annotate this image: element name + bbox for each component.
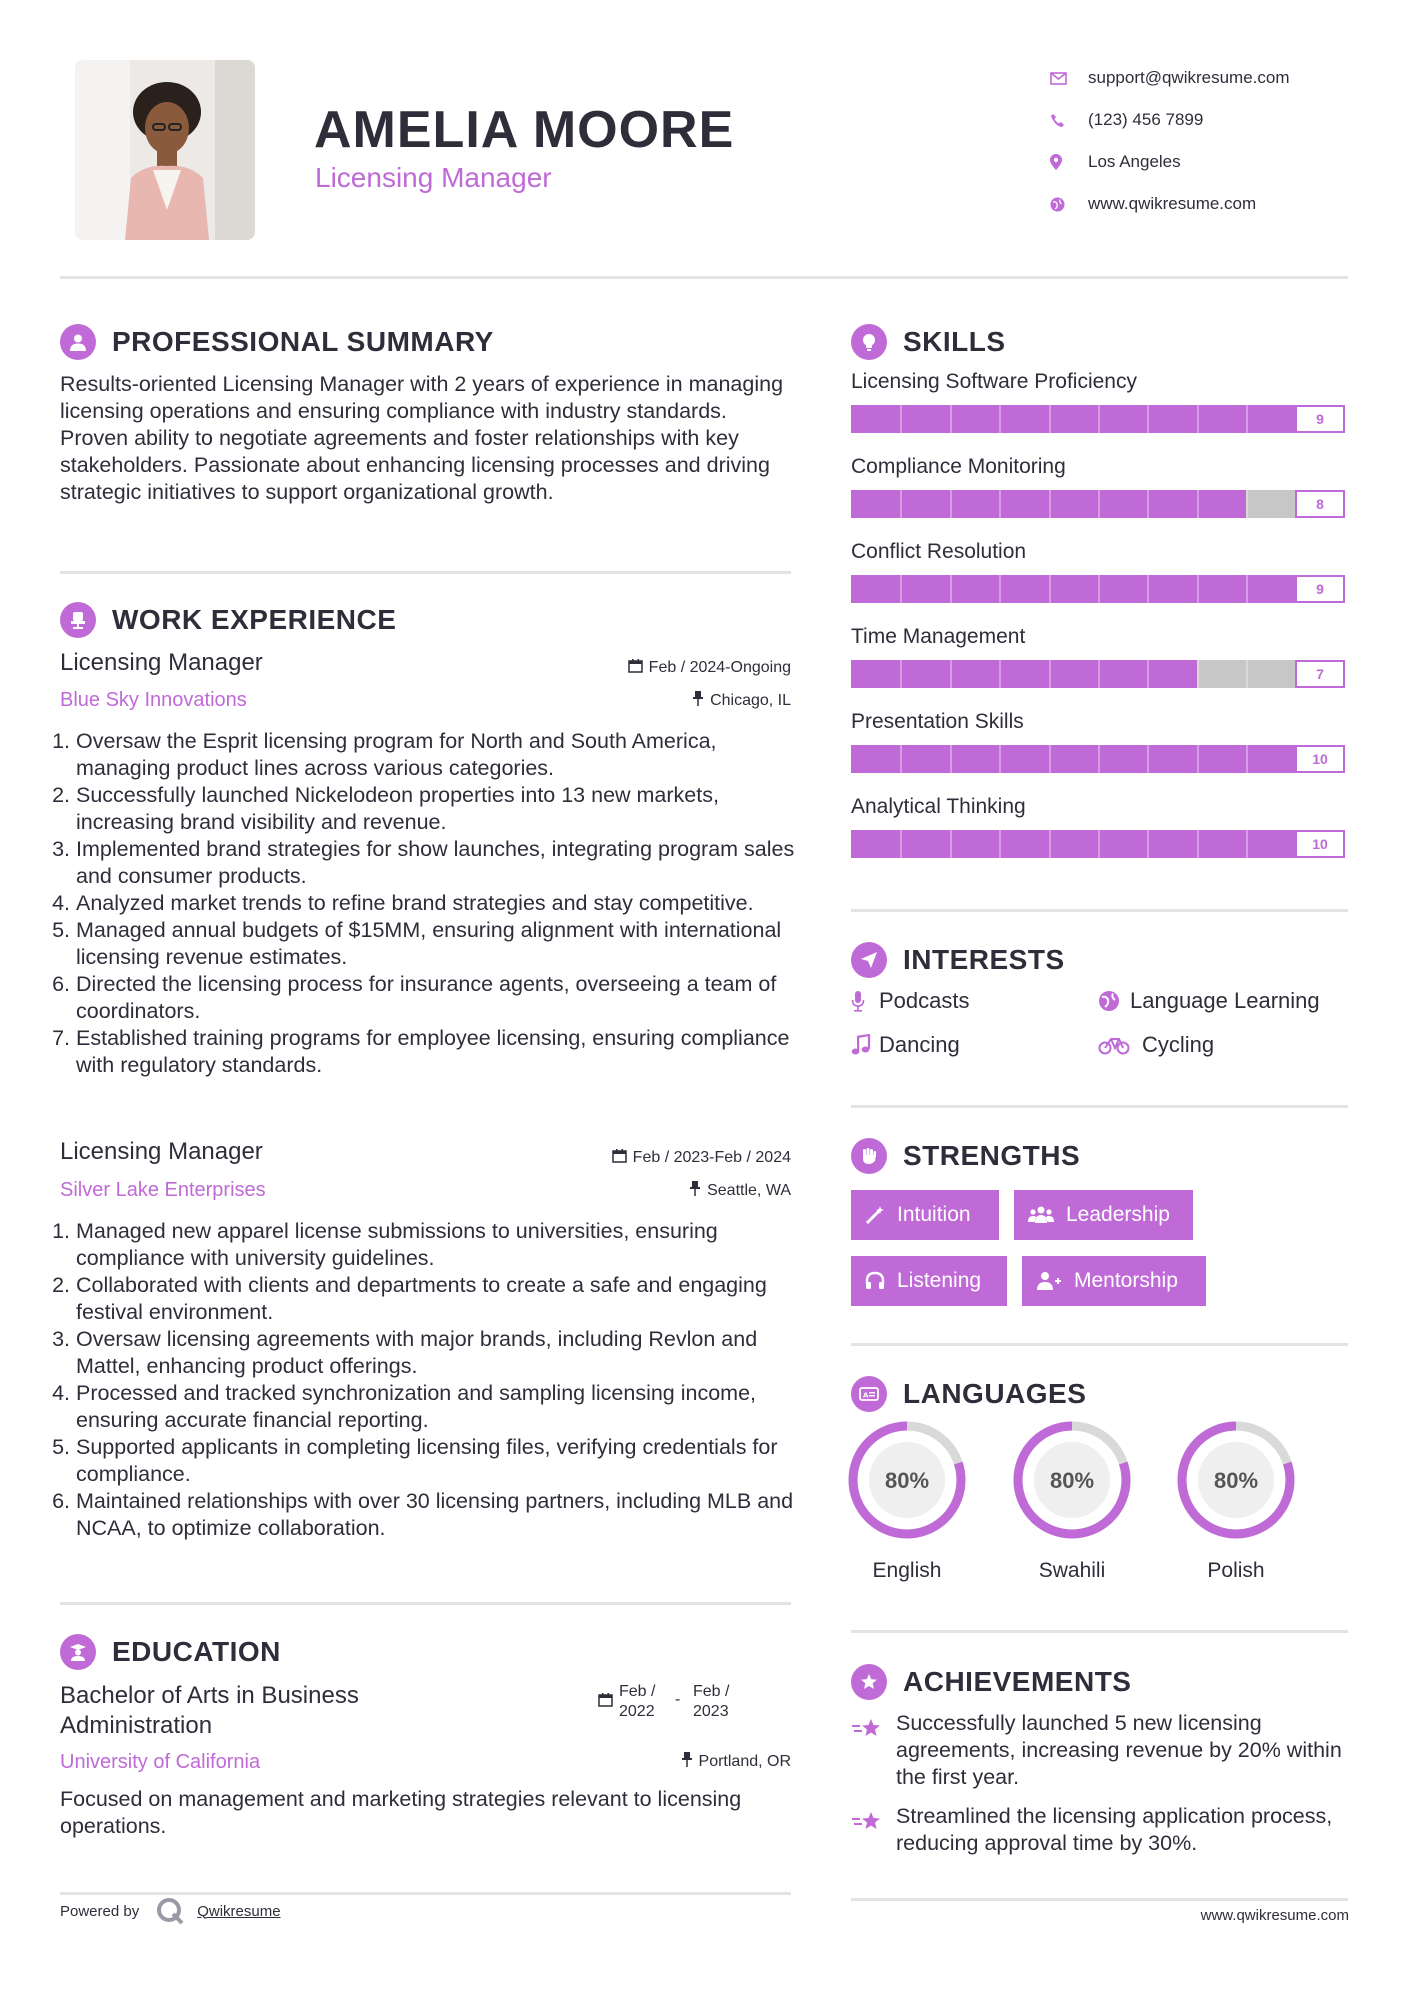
location-text: Los Angeles	[1088, 152, 1181, 171]
globe-icon	[1050, 197, 1088, 212]
job-2-company: Silver Lake Enterprises	[60, 1179, 266, 1201]
shooting-star-icon	[851, 1803, 896, 1857]
users-icon	[1028, 1205, 1054, 1225]
achievements-title: ACHIEVEMENTS	[903, 1666, 1132, 1697]
job-1-company: Blue Sky Innovations	[60, 689, 247, 711]
skill-bar	[851, 830, 1345, 858]
education-location	[681, 1752, 791, 1772]
education-heading	[60, 1634, 281, 1670]
skill-bar	[851, 575, 1345, 603]
skill-bar-segment	[900, 405, 902, 433]
skill-bar-segment	[1197, 405, 1199, 433]
list-item: 3. Implemented brand strategies for show launches, integrating program sales and consumer products.	[76, 836, 816, 890]
website-text: www.qwikresume.com	[1088, 194, 1257, 213]
summary-title: PROFESSIONAL SUMMARY	[112, 326, 494, 357]
interest-dancing	[851, 1032, 960, 1058]
education-date-start: Feb / 2022	[619, 1683, 656, 1720]
skill-bar-segment	[1246, 405, 1248, 433]
skill-level-badge: 9	[1295, 575, 1345, 603]
paper-plane-icon	[851, 942, 887, 978]
footer-powered-by	[60, 1896, 281, 1926]
skill-bar-segment	[1246, 830, 1248, 858]
skill-bar-segment	[1098, 490, 1100, 518]
skill-bar-segment	[1197, 745, 1199, 773]
skill-label: Compliance Monitoring	[851, 455, 1066, 478]
job-2-title: Licensing Manager	[60, 1138, 263, 1165]
microphone-icon	[851, 990, 879, 1012]
skill-bar-segment	[1147, 745, 1149, 773]
envelope-icon	[1050, 72, 1088, 85]
achievements-divider	[851, 1898, 1348, 1901]
interests-divider	[851, 1105, 1348, 1108]
languages-heading	[851, 1376, 1086, 1412]
list-item: 6. Maintained relationships with over 30 licensing partners, including MLB and NCAA, to optimize collaboration.	[76, 1488, 816, 1542]
strength-label: Listening	[897, 1269, 982, 1292]
list-item: 4. Analyzed market trends to refine brand strategies and stay competitive.	[76, 890, 816, 917]
skill-bar	[851, 660, 1345, 688]
skill-bar-segment	[1147, 830, 1149, 858]
interests-heading	[851, 942, 1065, 978]
profile-photo	[75, 60, 255, 240]
skill-bar-fill	[851, 660, 1197, 688]
bicycle-icon	[1098, 1035, 1142, 1055]
interest-label: Language Learning	[1130, 988, 1320, 1013]
star-badge-icon	[851, 1664, 887, 1700]
magic-wand-icon	[865, 1205, 885, 1225]
skill-level-badge: 9	[1295, 405, 1345, 433]
skill-bar-segment	[1197, 830, 1199, 858]
calendar-icon	[598, 1682, 613, 1712]
shooting-star-icon	[851, 1710, 896, 1791]
powered-by-text: Powered by	[60, 1902, 140, 1920]
list-item: 1. Oversaw the Esprit licensing program for North and South America, managing product lines across various categories.	[76, 728, 816, 782]
language-percent: 80%	[1213, 1468, 1259, 1493]
strength-label: Mentorship	[1074, 1269, 1178, 1292]
skill-level-badge: 8	[1295, 490, 1345, 518]
language-item	[1174, 1418, 1298, 1583]
list-item: 5. Supported applicants in completing licensing files, verifying credentials for compliance.	[76, 1434, 816, 1488]
skill-bar-segment	[950, 745, 952, 773]
education-location-text: Portland, OR	[698, 1753, 791, 1770]
strength-label: Leadership	[1066, 1203, 1170, 1226]
skill-bar-segment	[1197, 490, 1199, 518]
calendar-icon	[628, 658, 643, 678]
map-pin-icon	[1050, 154, 1088, 170]
job-2-location-text: Seattle, WA	[707, 1182, 791, 1199]
skill-bar-segment	[950, 405, 952, 433]
skill-bar-fill	[851, 575, 1296, 603]
music-note-icon	[851, 1034, 879, 1056]
skill-bar-segment	[950, 490, 952, 518]
skill-bar-segment	[999, 830, 1001, 858]
skill-bar-segment	[950, 575, 952, 603]
skill-bar-segment	[999, 575, 1001, 603]
achievement-text: Successfully launched 5 new licensing agreements, increasing revenue by 20% within the first year.	[896, 1711, 1342, 1789]
skill-bar-segment	[1246, 745, 1248, 773]
summary-heading	[60, 324, 494, 360]
job-2-date-text: Feb / 2023-Feb / 2024	[632, 1149, 791, 1166]
job-2-location	[689, 1181, 791, 1201]
skill-bar-segment	[1049, 490, 1051, 518]
email-text: support@qwikresume.com	[1088, 68, 1290, 87]
candidate-name: AMELIA MOORE	[314, 101, 735, 159]
user-icon	[60, 324, 96, 360]
language-label: Polish	[1207, 1559, 1265, 1582]
graduate-icon	[60, 1634, 96, 1670]
phone-icon	[1050, 113, 1088, 128]
globe-icon	[1098, 990, 1126, 1012]
skill-bar-segment	[1098, 405, 1100, 433]
strength-mentorship	[1022, 1256, 1206, 1306]
list-item: 5. Managed annual budgets of $15MM, ensuring alignment with international licensing revenue estimates.	[76, 917, 816, 971]
education-title: EDUCATION	[112, 1636, 281, 1667]
language-item	[1010, 1418, 1134, 1583]
skill-bar-segment	[999, 490, 1001, 518]
languages-title: LANGUAGES	[903, 1378, 1087, 1409]
skill-bar	[851, 745, 1345, 773]
education-divider	[60, 1892, 791, 1895]
achievements-heading	[851, 1664, 1131, 1700]
skill-bar-segment	[1098, 745, 1100, 773]
list-item: 2. Successfully launched Nickelodeon properties into 13 new markets, increasing brand visibility and revenue.	[76, 782, 816, 836]
interest-podcasts	[851, 988, 970, 1014]
skill-bar-segment	[900, 490, 902, 518]
pushpin-icon	[692, 691, 704, 711]
interest-label: Podcasts	[879, 988, 970, 1013]
skill-bar-segment	[1147, 490, 1149, 518]
skill-bar	[851, 490, 1345, 518]
skill-bar-segment	[900, 575, 902, 603]
skill-bar-segment	[1147, 660, 1149, 688]
summary-divider	[60, 571, 791, 574]
skill-label: Presentation Skills	[851, 710, 1024, 733]
contact-email[interactable]	[1050, 57, 1290, 99]
user-plus-icon	[1036, 1271, 1062, 1291]
language-ring	[845, 1418, 969, 1542]
skill-bar-segment	[1147, 405, 1149, 433]
skill-bar-segment	[900, 745, 902, 773]
candidate-role: Licensing Manager	[315, 162, 552, 193]
contact-website[interactable]	[1050, 183, 1290, 225]
summary-text: Results-oriented Licensing Manager with 2 years of experience in managing licensing operations and ensuring compliance with industry standards. Proven ability to negotiate agreements and foster relationships with key stakeholders. Passionate about enhancing licensing processes and driving strategic initiatives to support organizational growth.	[60, 372, 784, 504]
list-item: 6. Directed the licensing process for insurance agents, overseeing a team of coordinators.	[76, 971, 816, 1025]
interest-label: Dancing	[879, 1032, 960, 1057]
date-dash: -	[675, 1691, 681, 1708]
header-divider	[60, 276, 1348, 279]
contact-block	[1050, 57, 1290, 225]
skills-divider	[851, 909, 1348, 912]
list-item: 4. Processed and tracked synchronization and sampling licensing income, ensuring accurate financial reporting.	[76, 1380, 816, 1434]
phone-text: (123) 456 7899	[1088, 110, 1204, 129]
interest-label: Cycling	[1142, 1032, 1215, 1057]
job-1-location	[692, 691, 791, 711]
skill-bar-segment	[999, 745, 1001, 773]
skill-bar	[851, 405, 1345, 433]
interest-language-learning	[1098, 988, 1320, 1014]
fist-icon	[851, 1138, 887, 1174]
skill-bar-segment	[1147, 575, 1149, 603]
skill-bar-segment	[950, 660, 952, 688]
strength-label: Intuition	[897, 1203, 971, 1226]
qwikresume-logo-icon	[155, 1896, 185, 1926]
lightbulb-icon	[851, 324, 887, 360]
language-percent: 80%	[1049, 1468, 1095, 1493]
skill-bar-segment	[1098, 830, 1100, 858]
strengths-title: STRENGTHS	[903, 1140, 1081, 1171]
interest-cycling	[1098, 1032, 1214, 1058]
skill-bar-segment	[1049, 405, 1051, 433]
job-1-bullets	[58, 728, 816, 1079]
job-1-title: Licensing Manager	[60, 649, 263, 676]
skill-level-badge: 7	[1295, 660, 1345, 688]
interests-title: INTERESTS	[903, 944, 1065, 975]
job-2-date	[612, 1148, 791, 1168]
school-name: University of California	[60, 1751, 261, 1773]
language-percent: 80%	[884, 1468, 930, 1493]
skill-bar-segment	[1049, 575, 1051, 603]
language-ring	[1010, 1418, 1134, 1542]
skill-bar-fill	[851, 405, 1296, 433]
skill-bar-segment	[1049, 830, 1051, 858]
degree-title: Bachelor of Arts in Business Administration	[60, 1682, 359, 1739]
qwikresume-link[interactable]: Qwikresume	[197, 1902, 281, 1920]
skill-label: Licensing Software Proficiency	[851, 370, 1137, 393]
achievement-item	[851, 1803, 1351, 1857]
skill-bar-segment	[999, 405, 1001, 433]
strength-leadership	[1014, 1190, 1193, 1240]
list-item: 7. Established training programs for employee licensing, ensuring compliance with regulatory standards.	[76, 1025, 816, 1079]
strength-intuition	[851, 1190, 999, 1240]
briefcase-chair-icon	[60, 602, 96, 638]
education-description: Focused on management and marketing strategies relevant to licensing operations.	[60, 1787, 742, 1838]
skills-title: SKILLS	[903, 326, 1006, 357]
skill-bar-segment	[999, 660, 1001, 688]
skill-bar-segment	[1098, 660, 1100, 688]
calendar-icon	[612, 1148, 627, 1168]
strengths-heading	[851, 1138, 1080, 1174]
work-title: WORK EXPERIENCE	[112, 604, 397, 635]
headphones-icon	[865, 1271, 885, 1291]
work-divider	[60, 1602, 791, 1605]
languages-divider	[851, 1630, 1348, 1633]
language-item	[845, 1418, 969, 1583]
list-item: 2. Collaborated with clients and departments to create a safe and engaging festival environment.	[76, 1272, 816, 1326]
job-1-location-text: Chicago, IL	[710, 692, 791, 709]
skill-level-badge: 10	[1295, 830, 1345, 858]
skill-bar-segment	[1197, 660, 1199, 688]
skill-bar-segment	[1246, 490, 1248, 518]
job-2-bullets	[58, 1218, 816, 1542]
contact-phone[interactable]	[1050, 99, 1290, 141]
list-item: 3. Oversaw licensing agreements with major brands, including Revlon and Mattel, enhancing product offerings.	[76, 1326, 816, 1380]
language-card-icon	[851, 1376, 887, 1412]
skill-level-badge: 10	[1295, 745, 1345, 773]
list-item: 1. Managed new apparel license submissions to universities, ensuring compliance with university guidelines.	[76, 1218, 816, 1272]
strength-listening	[851, 1256, 1007, 1306]
education-date-end: Feb / 2023	[693, 1683, 730, 1720]
skill-bar-segment	[950, 830, 952, 858]
skill-bar-segment	[900, 660, 902, 688]
job-1-date	[628, 658, 791, 678]
footer-site[interactable]: www.qwikresume.com	[1200, 1907, 1349, 1924]
language-label: Swahili	[1038, 1559, 1106, 1582]
skill-bar-segment	[1197, 575, 1199, 603]
strengths-divider	[851, 1343, 1348, 1346]
job-1-date-text: Feb / 2024-Ongoing	[648, 659, 791, 676]
language-label: English	[872, 1559, 942, 1582]
skill-bar-segment	[1049, 745, 1051, 773]
achievement-text: Streamlined the licensing application process, reducing approval time by 30%.	[896, 1804, 1333, 1855]
language-ring	[1174, 1418, 1298, 1542]
skill-bar-segment	[900, 830, 902, 858]
pushpin-icon	[681, 1752, 693, 1772]
education-dates	[598, 1682, 743, 1722]
work-heading	[60, 602, 396, 638]
skill-label: Conflict Resolution	[851, 540, 1027, 563]
skill-bar-segment	[1246, 575, 1248, 603]
achievement-item	[851, 1710, 1351, 1791]
pushpin-icon	[689, 1181, 701, 1201]
skills-heading	[851, 324, 1006, 360]
skill-bar-segment	[1246, 660, 1248, 688]
skill-bar-segment	[1049, 660, 1051, 688]
skill-bar-segment	[1098, 575, 1100, 603]
contact-location	[1050, 141, 1290, 183]
skill-label: Analytical Thinking	[851, 795, 1026, 818]
svg-text:A: A	[863, 1391, 869, 1400]
skill-label: Time Management	[851, 625, 1026, 648]
